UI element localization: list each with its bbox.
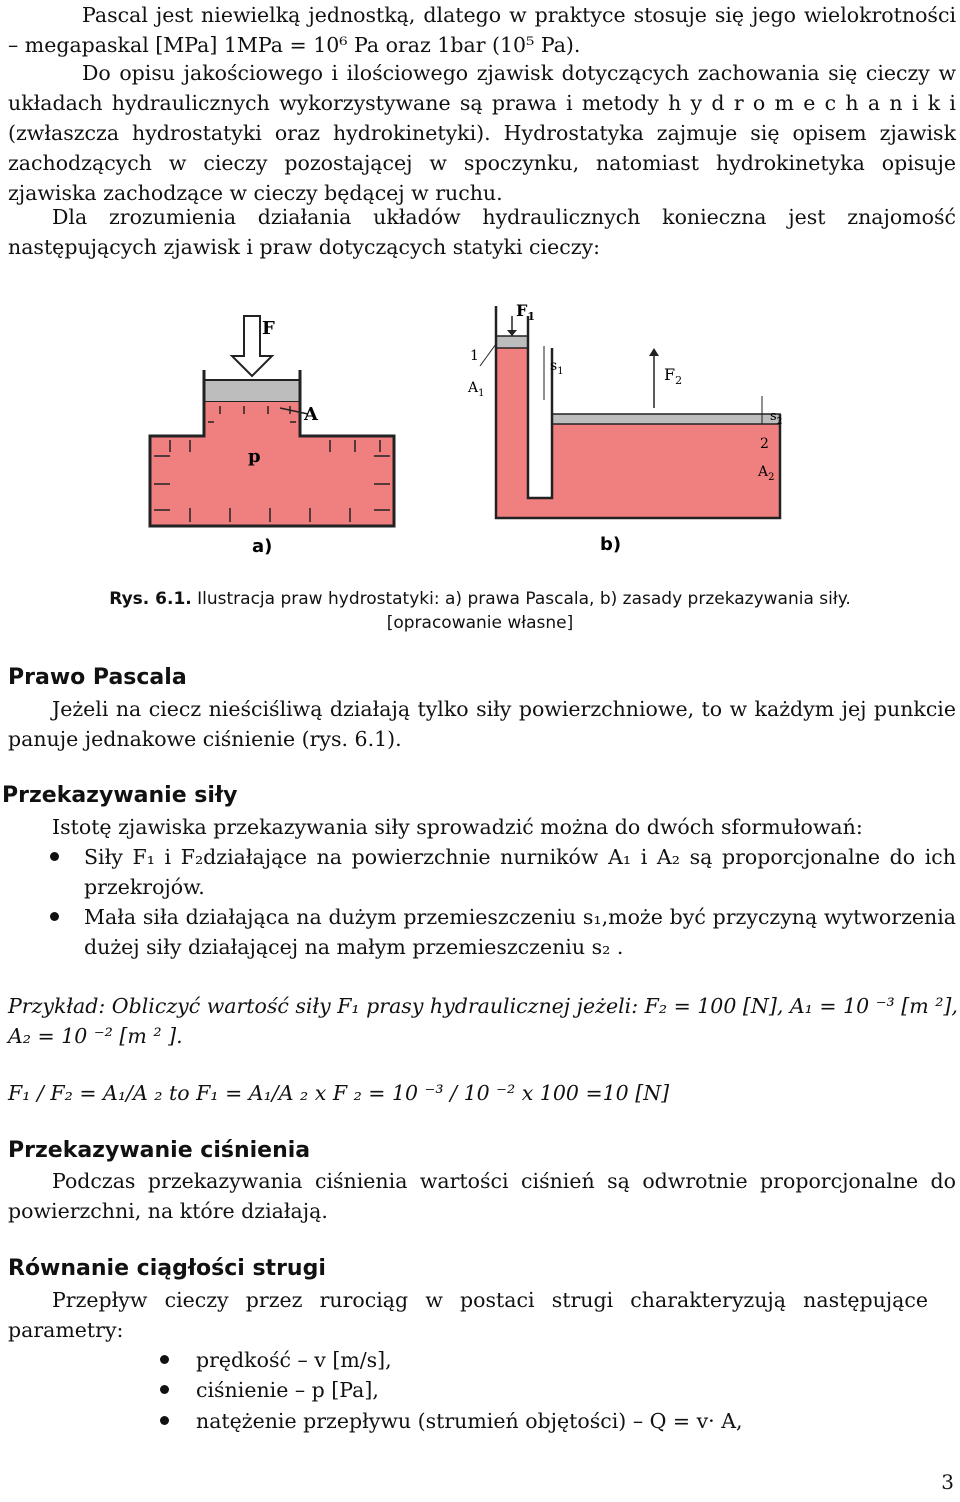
paragraph-statics-intro: Dla zrozumienia działania układów hydraulicznych konieczna jest znajomość następujących zjawisk i praw dotyczących statyki cieczy: xyxy=(8,205,956,259)
pressure-label: p xyxy=(248,446,261,467)
s1-label: s xyxy=(550,358,558,374)
f2-label: F xyxy=(664,365,676,384)
paragraph-continuity-intro: Przepływ cieczy przez rurociąg w postaci strugi charakteryzują następujące parametry: xyxy=(8,1288,928,1342)
heading-force-transfer: Przekazywanie siły xyxy=(2,783,238,808)
paragraph-hydromechanics: Do opisu jakościowego i ilościowego zjawisk dotyczących zachowania się cieczy w układach hydraulicznych wykorzystywane są prawa i metody h y d r o m e c h a n i k i (zwłaszcza hydrostatyki oraz hydrokinetyki). Hydrostatyka zajmuje się opisem zjawisk zachodzących w cieczy pozostającej w spoczynku, natomiast hydrokinetyka opisuje zjawiska zachodzące w cieczy będącej w ruchu. xyxy=(8,61,956,205)
f2-subscript: 2 xyxy=(675,374,683,387)
s1-subscript: 1 xyxy=(557,366,564,377)
f1-subscript: 1 xyxy=(527,310,536,323)
a2-subscript: 2 xyxy=(768,472,775,483)
s2-label: s xyxy=(770,409,777,424)
paragraph-force-intro: Istotę zjawiska przekazywania siły sprowadzić można do dwóch sformułowań: xyxy=(52,815,863,839)
continuity-item-pressure: ciśnienie – p [Pa], xyxy=(196,1378,379,1402)
heading-continuity: Równanie ciągłości strugi xyxy=(8,1256,326,1281)
force-bullet-2: Mała siła działająca na dużym przemieszczeniu s₁,może być przyczyną wytworzenia dużej siły działającej na małym przemieszczeniu s₂ . xyxy=(84,905,956,959)
pascal-law-diagram xyxy=(150,316,394,557)
heading-pressure-transfer: Przekazywanie ciśnienia xyxy=(8,1138,311,1163)
example-line-1: Przykład: Obliczyć wartość siły F₁ prasy hydraulicznej jeżeli: F₂ = 100 [N], A₁ = 10 ⁻³ [m ²], xyxy=(8,994,958,1018)
force-transfer-diagram xyxy=(467,301,782,555)
continuity-item-flow: natężenie przepływu (strumień objętości) – Q = v· A, xyxy=(196,1409,743,1433)
example-line-2: A₂ = 10 ⁻² [m ² ]. xyxy=(8,1024,183,1048)
page-number: 3 xyxy=(941,1470,954,1494)
svg-text:A1 xyxy=(467,380,485,399)
label-a: a) xyxy=(252,536,273,557)
paragraph-pressure-transfer: Podczas przekazywania ciśnienia wartości ciśnień są odwrotnie proporcjonalne do powierzchni, na które działają. xyxy=(8,1169,956,1223)
position-1-label: 1 xyxy=(470,348,479,364)
figure-caption: Rys. 6.1. Ilustracja praw hydrostatyki: a) prawa Pascala, b) zasady przekazywania siły. xyxy=(109,589,851,609)
bullet-dot xyxy=(160,1385,169,1394)
position-2-label: 2 xyxy=(760,436,769,452)
heading-pascal-law: Prawo Pascala xyxy=(8,665,187,690)
example-formula: F₁ / F₂ = A₁/A ₂ to F₁ = A₁/A ₂ x F ₂ = 10 ⁻³ / 10 ⁻² x 100 =10 [N] xyxy=(8,1081,670,1105)
a1-subscript: 1 xyxy=(478,388,485,399)
a2-label: A xyxy=(758,464,769,480)
figure-source: [opracowanie własne] xyxy=(386,613,574,633)
f1-label: F xyxy=(516,301,528,320)
paragraph-pascal-unit: Pascal jest niewielką jednostką, dlatego w praktyce stosuje się jego wielokrotności – megapaskal [MPa] 1MPa = 10⁶ Pa oraz 1bar (10⁵ Pa). xyxy=(8,3,956,57)
a1-label: A xyxy=(468,380,479,396)
bullet-dot xyxy=(160,1416,169,1425)
hydrostatics-figure xyxy=(140,296,800,566)
svg-text:F1 xyxy=(516,301,535,323)
svg-text:F2 xyxy=(664,365,682,387)
continuity-item-velocity: prędkość – v [m/s], xyxy=(196,1348,392,1372)
bullet-dot xyxy=(160,1355,169,1364)
force-bullet-1: Siły F₁ i F₂działające na powierzchnie nurników A₁ i A₂ są proporcjonalne do ich przekrojów. xyxy=(84,845,956,899)
s2-subscript: 2 xyxy=(776,417,783,427)
paragraph-pascal-law: Jeżeli na ciecz nieściśliwą działają tylko siły powierzchniowe, to w każdym jej punkcie panuje jednakowe ciśnienie (rys. 6.1). xyxy=(8,697,956,751)
bullet-dot xyxy=(50,852,59,861)
bullet-dot xyxy=(50,912,59,921)
force-label-a: F xyxy=(262,318,275,339)
area-label-a: A xyxy=(304,404,318,425)
label-b: b) xyxy=(600,534,622,555)
